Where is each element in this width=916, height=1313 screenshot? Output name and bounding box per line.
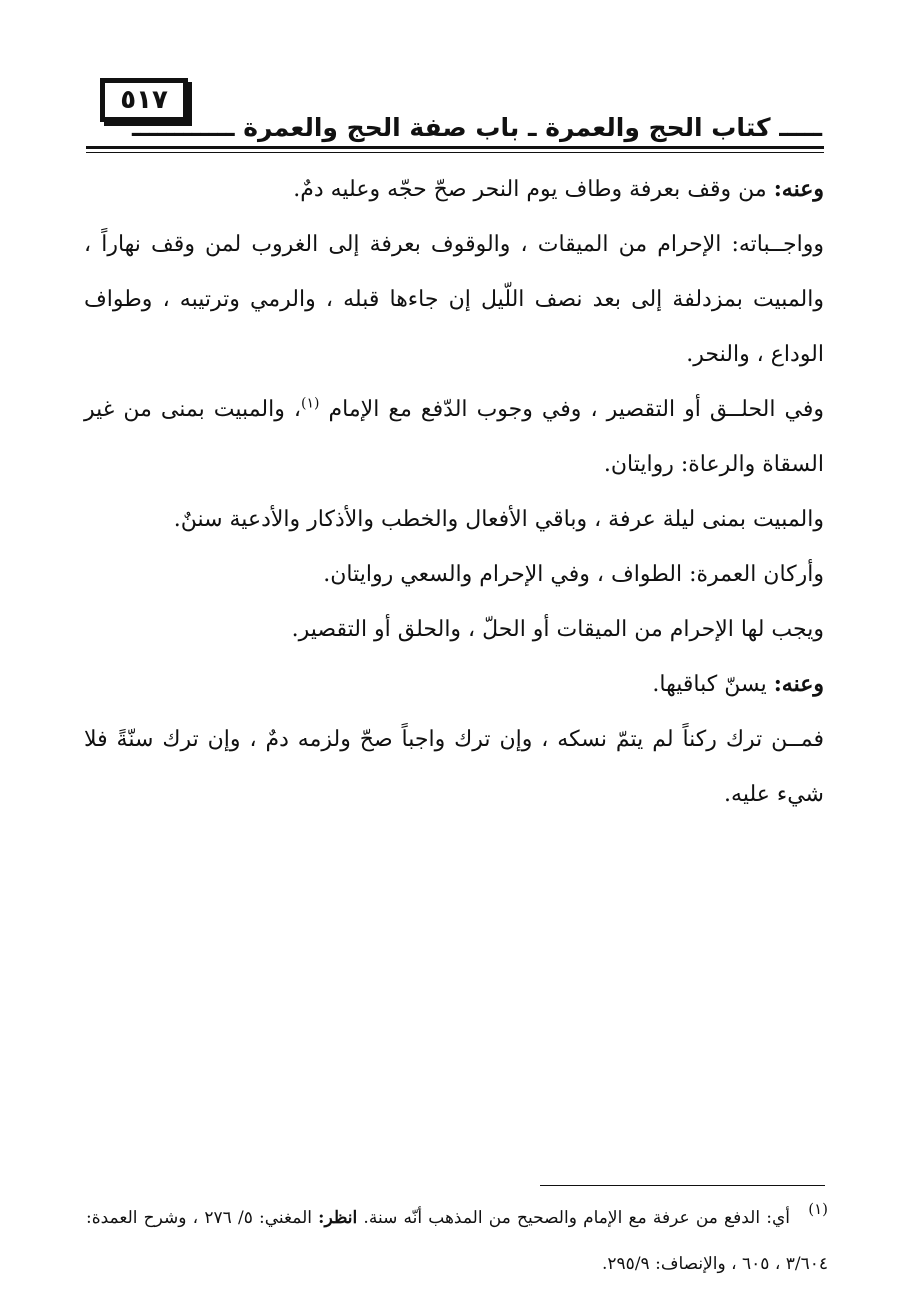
paragraph-4: [84, 492, 824, 547]
page-number: ٥١٧: [100, 78, 188, 122]
paragraph-text: من وقف بعرفة وطاف يوم النحر صحّ حجّه وعليه دمٌ.: [293, 177, 774, 202]
paragraph-3: [84, 382, 824, 492]
header-rule-thick: [86, 146, 824, 149]
header-rule-thin: [86, 152, 824, 153]
paragraph-2: [84, 217, 824, 382]
paragraph-7: [84, 657, 824, 712]
running-title: ـــــ كتاب الحج والعمرة ـ باب صفة الحج والعمرة ــــــــــــ: [132, 113, 822, 142]
paragraph-text: وفي الحلــق أو التقصير ، وفي وجوب الدّفع مع الإمام: [319, 397, 824, 422]
footnote-text-part: أي: الدفع من عرفة مع الإمام والصحيح من المذهب أنّه سنة.: [357, 1208, 790, 1228]
paragraph-text: وواجــباته: الإحرام من الميقات ، والوقوف بعرفة إلى الغروب لمن وقف نهاراً ، والمبيت بمزدلفة إلى بعد نصف اللّيل إن جاءها قبله ، والرمي وترتيبه ، وطواف الوداع ، والنحر.: [84, 232, 825, 367]
paragraph-text: والمبيت بمنى ليلة عرفة ، وباقي الأفعال والخطب والأذكار والأدعية سننٌ.: [173, 507, 824, 532]
paragraph-text: فمــن ترك ركناً لم يتمّ نسكه ، وإن ترك واجباً صحّ ولزمه دمٌ ، وإن ترك سنّةً فلا شيء عليه.: [84, 727, 824, 807]
footnote-marker: (١): [808, 1200, 828, 1218]
paragraph-6: [84, 602, 824, 657]
footnote-text: [86, 1208, 828, 1274]
paragraph-8: [84, 712, 824, 822]
paragraph-text: وأركان العمرة: الطواف ، وفي الإحرام والسعي روايتان.: [323, 562, 824, 587]
body-text: [84, 162, 824, 822]
paragraph-lead: وعنه:: [773, 671, 824, 697]
footnote-see-label: انظر:: [318, 1208, 358, 1228]
footnote-separator: [540, 1185, 825, 1186]
paragraph-lead: وعنه:: [773, 176, 824, 202]
paragraph-text: ، والمبيت بمنى من غير السقاة والرعاة: روايتان.: [84, 397, 824, 477]
paragraph-text: ويجب لها الإحرام من الميقات أو الحلّ ، والحلق أو التقصير.: [291, 617, 824, 642]
paragraph-5: [84, 547, 824, 602]
paragraph-text: يسنّ كباقيها.: [652, 672, 774, 697]
paragraph-1: [84, 162, 824, 217]
footnote-text-part: المغني: ٥/ ٢٧٦ ، وشرح العمدة: ٣/٦٠٤ ، ٦٠٥ ، والإنصاف: ٢٩٥/٩.: [86, 1208, 828, 1274]
footnote-reference[interactable]: (١): [301, 395, 320, 412]
footnote: [86, 1195, 828, 1287]
